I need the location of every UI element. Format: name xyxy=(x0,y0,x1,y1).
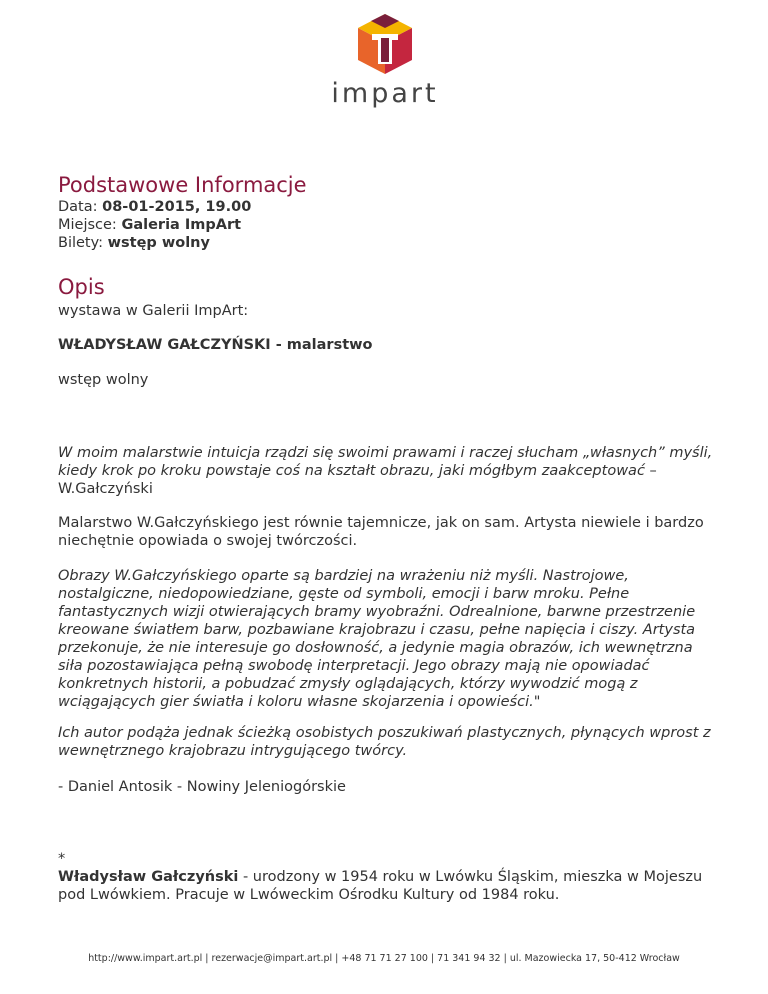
info-block xyxy=(58,198,718,252)
date-row xyxy=(58,198,718,216)
exhibition-title-row xyxy=(58,336,718,354)
exhibition-title: WŁADYSŁAW GAŁCZYŃSKI - malarstwo xyxy=(58,337,373,353)
artist-bio-text: - urodzony w 1954 roku w Lwówku Śląskim, mieszka w Mojeszu pod Lwówkiem. Pracuje w Lwóweckim Ośrodku Kultury od 1984 roku. xyxy=(58,869,703,903)
paragraph-3 xyxy=(58,724,720,760)
impart-logo xyxy=(330,8,440,112)
date-label: Data: xyxy=(58,199,98,215)
paragraph-2-text: Obrazy W.Gałczyńskiego oparte są bardziej na wrażeniu niż myśli. Nastrojowe, nostalgiczne, niedopowiedziane, gęste od symboli, emocji i barw mroku. Pełne fantastycznych wizji otwierających bramy wyobraźni. Odrealnione, barwne przestrzenie kreowane światłem barw, pozbawiane krajobrazu i czasu, pełne napięcia i ciszy. Artysta przekonuje, że nie interesuje go dosłowność, a jedynie magia obrazów, ich wewnętrzna siła pozostawiająca pełną swobodę interpretacji. Jego obrazy mają nie opowiadać konkretnych historii, a pobudzać zmysły oglądających, którzy wywodzić mogą z wciągających gier światła i koloru własne skojarzenia i opowieści." xyxy=(58,568,696,710)
artist-quote-text: W moim malarstwie intuicja rządzi się swoimi prawami i raczej słucham „własnych” myśli, kiedy krok po kroku powstaje coś na kształt obrazu, jaki mógłbym zaakceptować xyxy=(58,445,713,479)
tickets-value: wstęp wolny xyxy=(107,235,210,251)
info-heading: Podstawowe Informacje xyxy=(58,173,307,197)
asterisk-separator: * xyxy=(58,851,66,867)
description-intro: wystawa w Galerii ImpArt: xyxy=(58,303,249,319)
date-value: 08-01-2015, 19.00 xyxy=(102,199,252,215)
footer-contact: http://www.impart.art.pl | rezerwacje@impart.art.pl | +48 71 71 27 100 | 71 341 94 32 | ul. Mazowiecka 17, 50-412 Wrocław xyxy=(88,953,680,964)
artist-bio-name: Władysław Gałczyński xyxy=(58,869,239,885)
entry-note: wstęp wolny xyxy=(58,372,149,388)
description-heading: Opis xyxy=(58,275,105,299)
place-value: Galeria ImpArt xyxy=(121,217,242,233)
artist-bio xyxy=(58,868,720,904)
artist-quote xyxy=(58,444,720,498)
tickets-row xyxy=(58,234,718,252)
impart-logo-mark-icon xyxy=(352,12,418,76)
tickets-label: Bilety: xyxy=(58,235,104,251)
logo-wordmark: impart xyxy=(331,78,439,109)
place-row xyxy=(58,216,718,234)
review-source: - Daniel Antosik - Nowiny Jeleniogórskie xyxy=(58,779,346,795)
paragraph-3-text: Ich autor podąża jednak ścieżką osobistych poszukiwań plastycznych, płynących wprost z wewnętrznego krajobrazu intrygującego twórcy. xyxy=(58,725,711,759)
paragraph-1: Malarstwo W.Gałczyńskiego jest równie tajemnicze, jak on sam. Artysta niewiele i bardzo niechętnie opowiada o swojej twórczości. xyxy=(58,515,704,549)
artist-quote-author: – W.Gałczyński xyxy=(58,463,657,497)
place-label: Miejsce: xyxy=(58,217,117,233)
paragraph-2 xyxy=(58,567,720,711)
